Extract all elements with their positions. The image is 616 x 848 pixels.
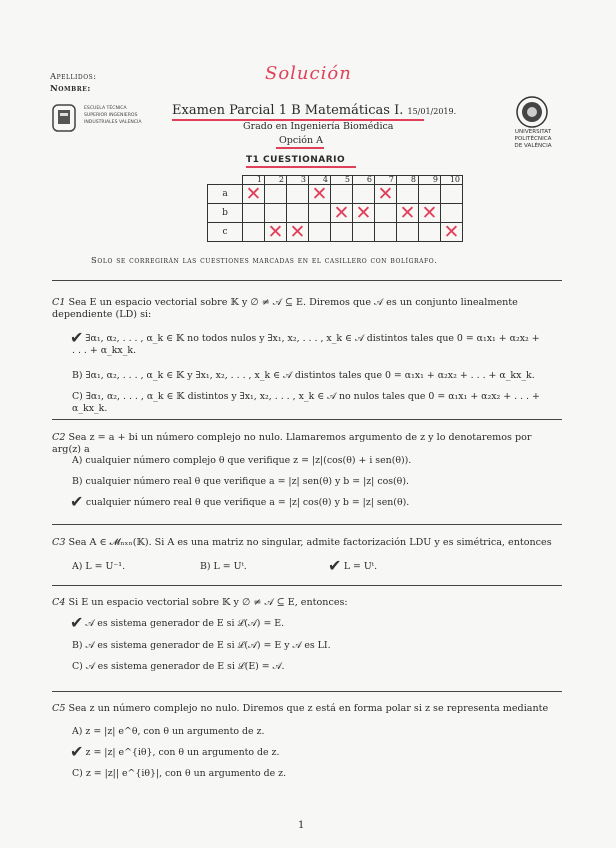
- grid-row-label: c: [208, 223, 243, 242]
- exam-title: Examen Parcial 1 B Matemáticas I. 15/01/2019.: [172, 103, 457, 118]
- option-label: C): [72, 391, 86, 402]
- x-mark-icon: ✕: [399, 202, 416, 224]
- option-c2-c[interactable]: [72, 497, 409, 509]
- grid-row-label: b: [208, 204, 243, 223]
- x-mark-icon: ✕: [245, 183, 262, 205]
- grid-corner: [208, 176, 243, 185]
- question-c2: [52, 432, 560, 456]
- divider: [52, 691, 562, 692]
- grid-cell[interactable]: [309, 204, 331, 223]
- checkmark-icon: ✔: [70, 492, 84, 511]
- x-mark-icon: ✕: [267, 221, 284, 243]
- option-label: B): [72, 370, 86, 381]
- option-text: L = Uᵗ.: [213, 561, 247, 572]
- x-mark-icon: ✕: [355, 202, 372, 224]
- question-text: Sea E un espacio vectorial sobre 𝕂 y ∅ ≠ 𝒜 ⊆ E. Diremos que 𝒜 es un conjunto linealmente dependiente (LD) si:: [52, 297, 518, 320]
- grid-cell[interactable]: [375, 204, 397, 223]
- question-c1: [52, 297, 560, 321]
- checkmark-icon: ✔: [328, 556, 342, 575]
- x-mark-icon: ✕: [421, 202, 438, 224]
- option-c5-c[interactable]: [72, 768, 286, 780]
- solution-mark: Solución: [265, 63, 352, 84]
- answer-grid: [207, 175, 463, 242]
- option-c1-a[interactable]: [72, 333, 542, 357]
- grid-col-2: 2: [265, 176, 287, 185]
- grid-cell[interactable]: [375, 185, 397, 204]
- x-mark-icon: ✕: [443, 221, 460, 243]
- grid-cell[interactable]: [397, 185, 419, 204]
- grid-col-5: 5: [331, 176, 353, 185]
- grid-cell[interactable]: [287, 185, 309, 204]
- grid-cell[interactable]: [243, 185, 265, 204]
- option-c4-a[interactable]: [72, 618, 284, 630]
- grid-cell[interactable]: [287, 204, 309, 223]
- grid-row-a: [208, 185, 463, 204]
- grid-cell[interactable]: [441, 204, 463, 223]
- grid-col-6: 6: [353, 176, 375, 185]
- grid-col-4: 4: [309, 176, 331, 185]
- nombre-label: Nombre:: [50, 84, 91, 94]
- question-id: C3: [52, 537, 69, 548]
- option-c5-a[interactable]: [72, 726, 264, 738]
- question-text: Sea A ∈ 𝓜ₙₓₙ(𝕂). Si A es una matriz no singular, admite factorización LDU y es simétrica, entonces: [68, 537, 552, 548]
- university-name: UNIVERSITAT POLITÈCNICA DE VALÈNCIA: [514, 129, 552, 149]
- option-text: z = |z| e^θ, con θ un argumento de z.: [85, 726, 265, 737]
- grid-cell[interactable]: [419, 223, 441, 242]
- grid-cell[interactable]: [441, 185, 463, 204]
- option-text: cualquier número complejo θ que verifique z = |z|(cos(θ) + i sen(θ)).: [85, 455, 412, 466]
- checkmark-icon: ✔: [70, 613, 84, 632]
- option-text: ∃α₁, α₂, . . . , α_k ∈ 𝕂 y ∃x₁, x₂, . . . , x_k ∈ 𝒜 distintos tales que 0 = α₁x₁ + α₂x₂ + . . . + α_kx_k.: [85, 370, 535, 381]
- divider: [52, 524, 562, 525]
- option-underline: [276, 147, 324, 149]
- option-label: A): [72, 455, 86, 466]
- grid-cell[interactable]: [419, 204, 441, 223]
- option-c3-b[interactable]: [200, 561, 247, 573]
- grid-row-c: [208, 223, 463, 242]
- option-label: C): [72, 768, 86, 779]
- grid-cell[interactable]: [419, 185, 441, 204]
- checkmark-icon: ✔: [70, 742, 84, 761]
- divider: [52, 280, 562, 281]
- option-text: ∃α₁, α₂, . . . , α_k ∈ 𝕂 no todos nulos y ∃x₁, x₂, . . . , x_k ∈ 𝒜 distintos tales que 0 = α₁x₁ + α₂x₂ + . . . + α_kx_k.: [72, 333, 540, 356]
- grid-col-8: 8: [397, 176, 419, 185]
- grid-cell[interactable]: [375, 223, 397, 242]
- grid-col-9: 9: [419, 176, 441, 185]
- grid-col-7: 7: [375, 176, 397, 185]
- question-id: C4: [52, 597, 69, 608]
- option-text: L = U⁻¹.: [85, 561, 126, 572]
- option-text: 𝒜 es sistema generador de E si ℒ(E) = 𝒜.: [85, 661, 285, 672]
- grid-cell[interactable]: [265, 185, 287, 204]
- grid-cell[interactable]: [353, 223, 375, 242]
- option-label: A): [72, 561, 86, 572]
- option-label: Opción A: [279, 135, 323, 146]
- grid-cell[interactable]: [331, 185, 353, 204]
- option-label: B): [72, 476, 86, 487]
- divider: [52, 585, 562, 586]
- option-c5-b[interactable]: [72, 747, 279, 759]
- grid-cell[interactable]: [397, 223, 419, 242]
- grid-cell[interactable]: [243, 223, 265, 242]
- option-label: C): [72, 661, 86, 672]
- question-c4: [52, 597, 560, 609]
- grid-cell[interactable]: [287, 223, 309, 242]
- option-label: B): [200, 561, 214, 572]
- option-text: L = Uᵗ.: [343, 561, 378, 572]
- grid-cell[interactable]: [353, 185, 375, 204]
- degree-name: Grado en Ingeniería Biomédica: [243, 121, 394, 132]
- school-name: ESCUELA TÉCNICA SUPERIOR INGENIEROS INDUSTRIALES VALENCIA: [84, 106, 142, 125]
- option-c2-a[interactable]: [72, 455, 411, 467]
- grid-note: Solo se corregirán las cuestiones marcadas en el casillero con bolígrafo.: [91, 255, 438, 265]
- x-mark-icon: ✕: [377, 183, 394, 205]
- question-c3: [52, 537, 560, 549]
- question-text: Sea z un número complejo no nulo. Diremos que z está en forma polar si z se representa mediante: [68, 703, 549, 714]
- option-label: A): [72, 726, 86, 737]
- grid-cell[interactable]: [397, 204, 419, 223]
- grid-col-3: 3: [287, 176, 309, 185]
- option-c1-c[interactable]: [72, 391, 547, 415]
- grid-cell[interactable]: [353, 204, 375, 223]
- option-c4-b[interactable]: [72, 640, 331, 652]
- divider: [52, 419, 562, 420]
- option-c2-b[interactable]: [72, 476, 409, 488]
- university-seal-icon: [515, 95, 549, 129]
- apellidos-label: Apellidos:: [50, 72, 97, 82]
- grid-cell[interactable]: [331, 223, 353, 242]
- question-c5: [52, 703, 560, 715]
- grid-col-1: 1: [243, 176, 265, 185]
- question-id: C2: [52, 432, 69, 443]
- question-text: Si E un espacio vectorial sobre 𝕂 y ∅ ≠ 𝒜 ⊆ E, entonces:: [68, 597, 348, 608]
- grid-cell[interactable]: [265, 223, 287, 242]
- grid-cell[interactable]: [309, 185, 331, 204]
- option-text: z = |z| e^{iθ}, con θ un argumento de z.: [85, 747, 280, 758]
- x-mark-icon: ✕: [311, 183, 328, 205]
- section-title: T1 CUESTIONARIO: [246, 155, 346, 165]
- option-text: 𝒜 es sistema generador de E si ℒ(𝒜) = E y 𝒜 es LI.: [85, 640, 331, 651]
- page-number: 1: [298, 820, 305, 831]
- x-mark-icon: ✕: [333, 202, 350, 224]
- question-id: C1: [52, 297, 69, 308]
- checkmark-icon: ✔: [70, 328, 84, 347]
- option-text: 𝒜 es sistema generador de E si ℒ(𝒜) = E.: [85, 618, 285, 629]
- grid-cell[interactable]: [265, 204, 287, 223]
- grid-cell[interactable]: [331, 204, 353, 223]
- option-text: z = |z|| e^{iθ}|, con θ un argumento de z.: [85, 768, 287, 779]
- option-c1-b[interactable]: [72, 370, 542, 382]
- option-c4-c[interactable]: [72, 661, 285, 673]
- grid-cell[interactable]: [309, 223, 331, 242]
- option-text: cualquier número real θ que verifique a = |z| cos(θ) y b = |z| sen(θ).: [85, 497, 410, 508]
- option-text: ∃α₁, α₂, . . . , α_k ∈ 𝕂 distintos y ∃x₁, x₂, . . . , x_k ∈ 𝒜 no nulos tales que 0 = α₁x₁ + α₂x₂ + . . . + α_kx_k.: [72, 391, 540, 414]
- school-seal-icon: [50, 103, 78, 133]
- grid-row-b: [208, 204, 463, 223]
- question-id: C5: [52, 703, 69, 714]
- grid-row-label: a: [208, 185, 243, 204]
- question-text: Sea z = a + bi un número complejo no nulo. Llamaremos argumento de z y lo denotaremos por arg(z) a: [52, 432, 532, 455]
- grid-col-10: 10: [441, 176, 463, 185]
- section-underline: [246, 166, 356, 168]
- x-mark-icon: ✕: [289, 221, 306, 243]
- grid-cell[interactable]: [243, 204, 265, 223]
- option-label: B): [72, 640, 86, 651]
- option-c3-a[interactable]: [72, 561, 125, 573]
- option-text: cualquier número real θ que verifique a = |z| sen(θ) y b = |z| cos(θ).: [85, 476, 409, 487]
- grid-cell[interactable]: [441, 223, 463, 242]
